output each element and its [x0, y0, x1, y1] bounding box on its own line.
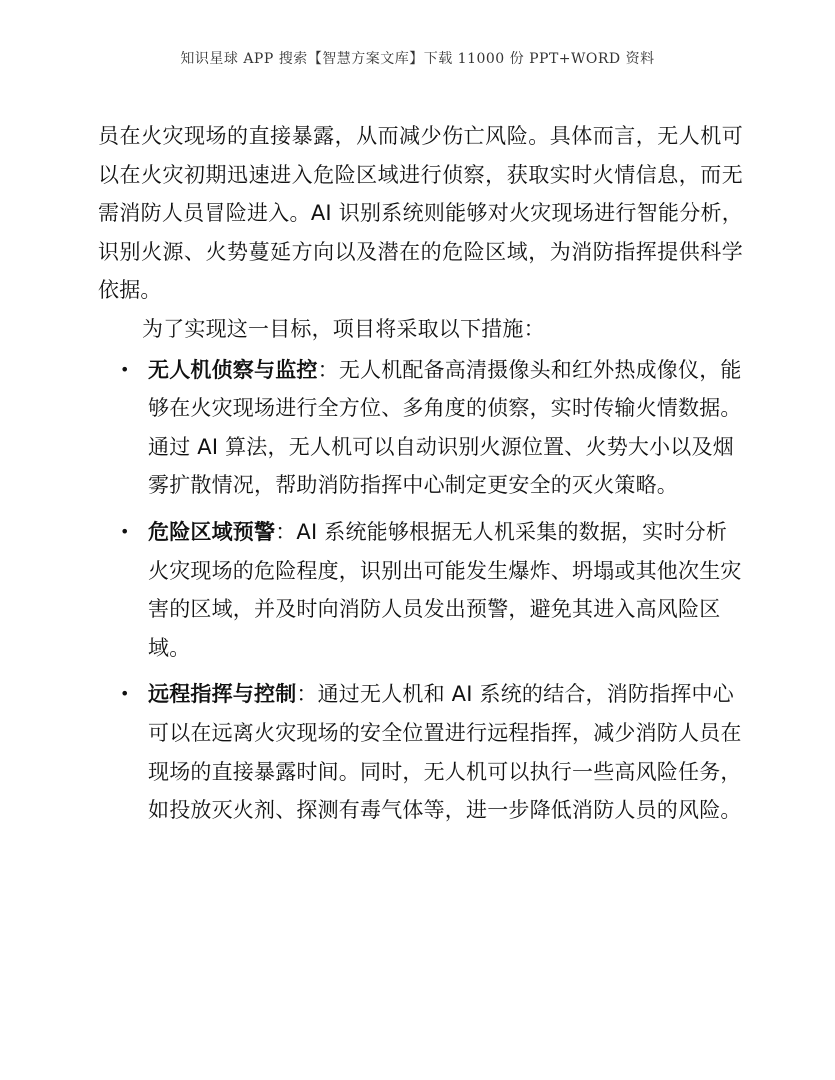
bullet-icon: •	[120, 684, 130, 704]
list-item-text: 无人机配备高清摄像头和红外热成像仪，能够在火灾现场进行全方位、多角度的侦察，实时传输火情数据。通过 AI 算法，无人机可以自动识别火源位置、火势大小以及烟雾扩散情况，帮助消防指挥中心制定更安全的灭火策略。	[148, 357, 742, 498]
list-item-title: 危险区域预警	[148, 519, 276, 544]
list-item-drone-reconnaissance	[98, 351, 743, 505]
paragraph-continuation: 员在火灾现场的直接暴露，从而减少伤亡风险。具体而言，无人机可以在火灾初期迅速进入危险区域进行侦察，获取实时火情信息，而无需消防人员冒险进入。AI 识别系统则能够对火灾现场进行智能分析，识别火源、火势蔓延方向以及潜在的危险区域，为消防指挥提供科学依据。	[98, 124, 743, 303]
list-item-separator: ：	[275, 519, 297, 544]
bullet-icon: •	[120, 521, 130, 541]
list-item-text: AI 系统能够根据无人机采集的数据，实时分析火灾现场的危险程度，识别出可能发生爆炸、坍塌或其他次生灾害的区域，并及时向消防人员发出预警，避免其进入高风险区域。	[148, 519, 742, 660]
list-item-title: 无人机侦察与监控	[148, 357, 318, 382]
list-item-text: 通过无人机和 AI 系统的结合，消防指挥中心可以在远离火灾现场的安全位置进行远程指挥，减少消防人员在现场的直接暴露时间。同时，无人机可以执行一些高风险任务，如投放灭火剂、探测有毒气体等，进一步降低消防人员的风险。	[148, 682, 742, 823]
list-item-title: 远程指挥与控制	[148, 682, 297, 707]
list-item-separator: ：	[296, 682, 318, 707]
paragraph-measures-intro: 为了实现这一目标，项目将采取以下措施：	[142, 316, 545, 341]
list-item-remote-command	[98, 675, 743, 829]
list-item-separator: ：	[317, 357, 339, 382]
measures-list	[98, 351, 743, 830]
list-item-danger-warning	[98, 513, 743, 667]
page-header: 知识星球 APP 搜索【智慧方案文库】下载 11000 份 PPT+WORD 资料	[180, 51, 655, 67]
document-body	[98, 117, 743, 838]
bullet-icon: •	[120, 359, 130, 379]
